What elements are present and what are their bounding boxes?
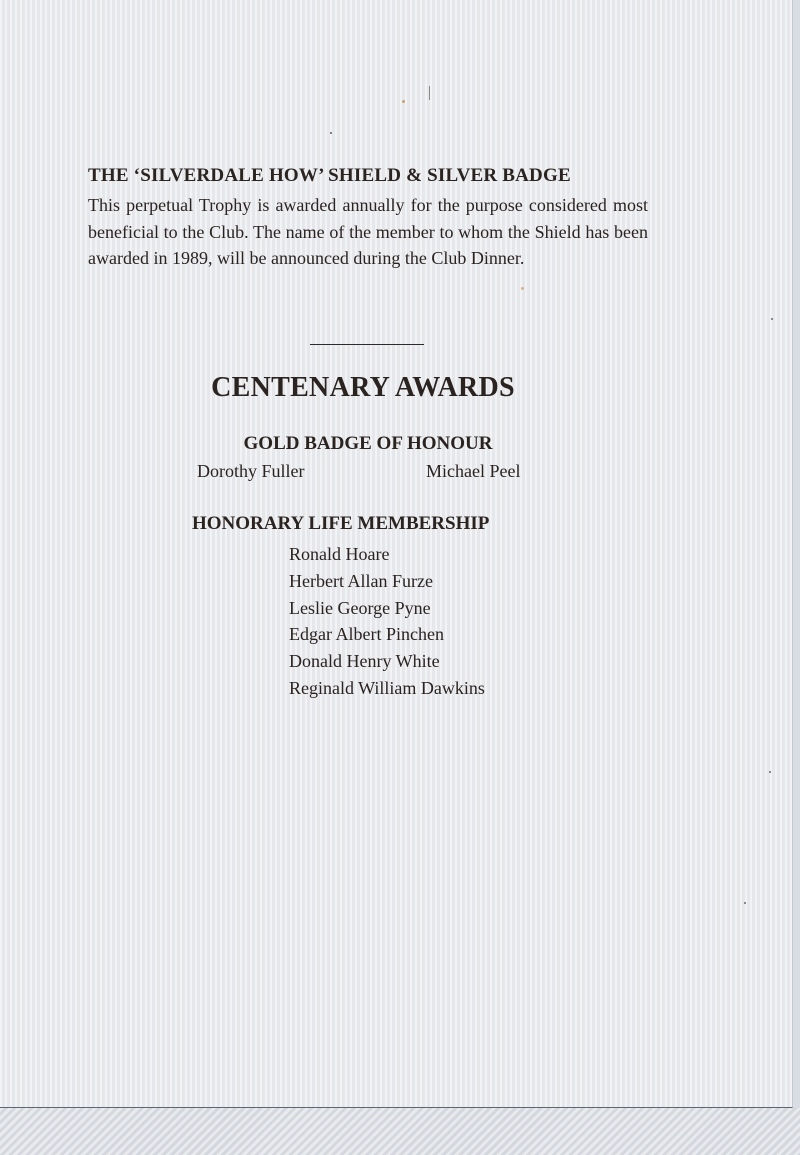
life-member-name: Leslie George Pyne (289, 597, 431, 618)
centenary-awards-title: CENTENARY AWARDS (211, 372, 515, 403)
life-membership-list (289, 541, 485, 702)
shield-section-title: THE ‘SILVERDALE HOW’ SHIELD & SILVER BADGE (88, 165, 571, 186)
life-member-name: Donald Henry White (289, 651, 440, 672)
life-member-name: Edgar Albert Pinchen (289, 624, 444, 645)
life-member-name: Ronald Hoare (289, 544, 390, 564)
paper-speck (429, 86, 430, 100)
paper-speck (744, 902, 746, 904)
paper-speck (769, 771, 771, 773)
gold-badge-recipient: Dorothy Fuller (197, 461, 305, 481)
section-divider (310, 344, 424, 345)
scanner-background (0, 1108, 800, 1155)
paper-speck (402, 100, 405, 103)
gold-badge-recipient: Michael Peel (426, 461, 521, 481)
shield-description: This perpetual Trophy is awarded annually for the purpose considered most beneficial to the Club. The name of the member to whom the Shield has been awarded in 1989, will be announced during the Club Dinner. (88, 195, 648, 268)
life-member-name: Herbert Allan Furze (289, 570, 433, 591)
paper-speck (771, 318, 773, 320)
life-membership-heading: HONORARY LIFE MEMBERSHIP (192, 513, 490, 534)
paper-speck (330, 132, 332, 134)
life-member-name: Reginald William Dawkins (289, 677, 485, 698)
gold-badge-heading: GOLD BADGE OF HONOUR (243, 433, 493, 454)
paper-speck (521, 287, 524, 290)
